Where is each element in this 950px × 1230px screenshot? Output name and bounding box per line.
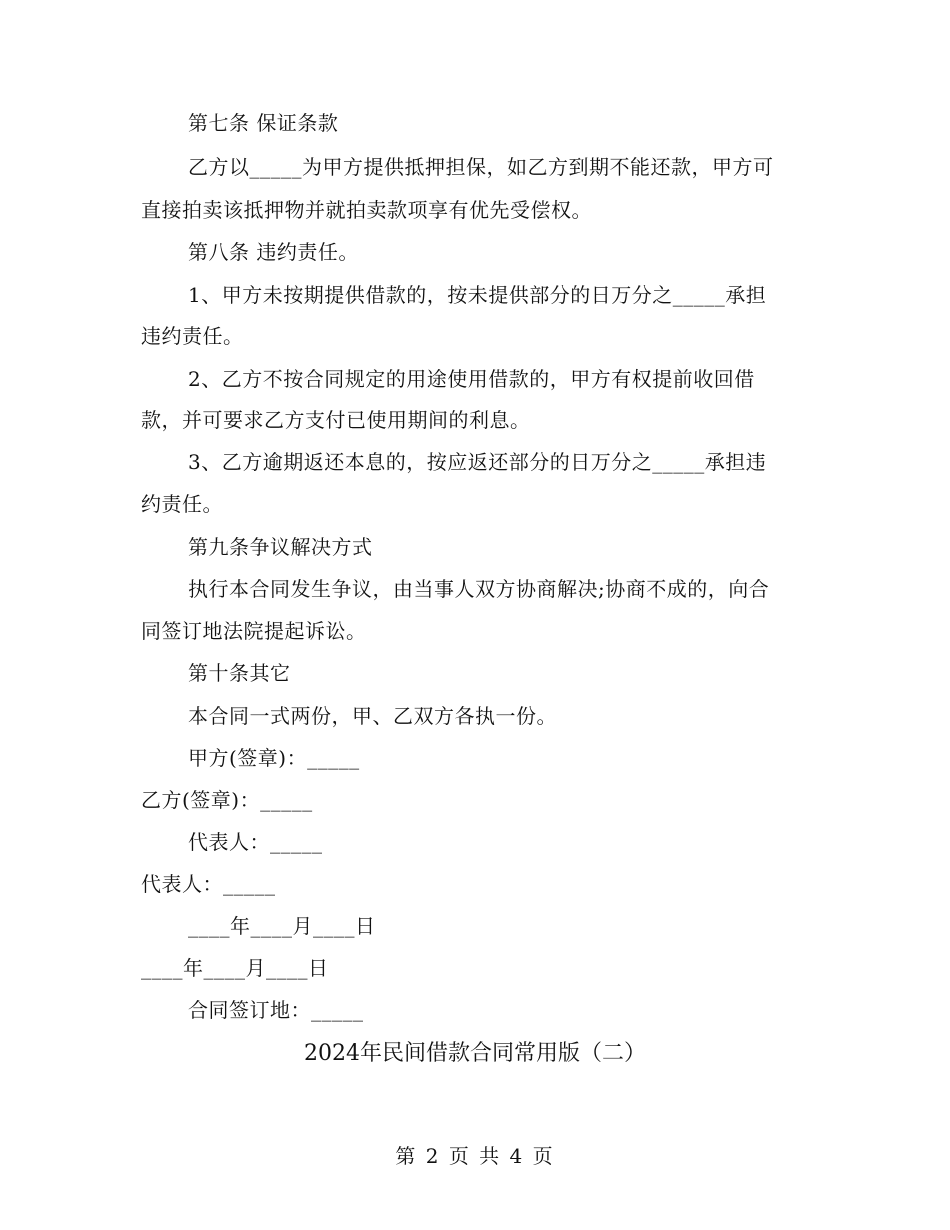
- article-7-text-line-1: 乙方以_____为甲方提供抵押担保，如乙方到期不能还款，甲方可: [188, 155, 774, 179]
- signing-place: 合同签订地：_____: [188, 998, 364, 1022]
- party-a-date: ____年____月____日: [188, 914, 376, 938]
- party-a-representative: 代表人：_____: [188, 830, 323, 854]
- article-10-text: 本合同一式两份，甲、乙双方各执一份。: [188, 704, 557, 728]
- article-7-heading: 第七条 保证条款: [188, 111, 339, 135]
- article-8-item-1-line-2: 违约责任。: [141, 324, 244, 348]
- article-8-item-3-line-2: 约责任。: [141, 492, 223, 516]
- party-b-representative: 代表人：_____: [141, 872, 276, 896]
- article-8-item-2-line-2: 款，并可要求乙方支付已使用期间的利息。: [141, 408, 531, 432]
- article-7-text-line-2: 直接拍卖该抵押物并就拍卖款项享有优先受偿权。: [141, 198, 592, 222]
- party-b-date: ____年____月____日: [141, 956, 329, 980]
- article-8-item-3-line-1: 3、乙方逾期返还本息的，按应返还部分的日万分之_____承担违: [188, 450, 767, 474]
- article-8-heading: 第八条 违约责任。: [188, 240, 359, 264]
- article-8-item-2-line-1: 2、乙方不按合同规定的用途使用借款的，甲方有权提前收回借: [188, 367, 755, 391]
- article-10-heading: 第十条其它: [188, 661, 291, 685]
- party-a-signature: 甲方(签章)：_____: [188, 746, 360, 770]
- article-9-text-line-2: 同签订地法院提起诉讼。: [141, 619, 367, 643]
- article-9-text-line-1: 执行本合同发生争议，由当事人双方协商解决;协商不成的，向合: [188, 577, 770, 601]
- party-b-signature: 乙方(签章)：_____: [141, 788, 313, 812]
- page-footer: 第 2 页 共 4 页: [395, 1144, 555, 1168]
- article-8-item-1-line-1: 1、甲方未按期提供借款的，按未提供部分的日万分之_____承担: [188, 283, 767, 307]
- article-9-heading: 第九条争议解决方式: [188, 535, 373, 559]
- next-document-title: 2024年民间借款合同常用版（二）: [304, 1041, 646, 1066]
